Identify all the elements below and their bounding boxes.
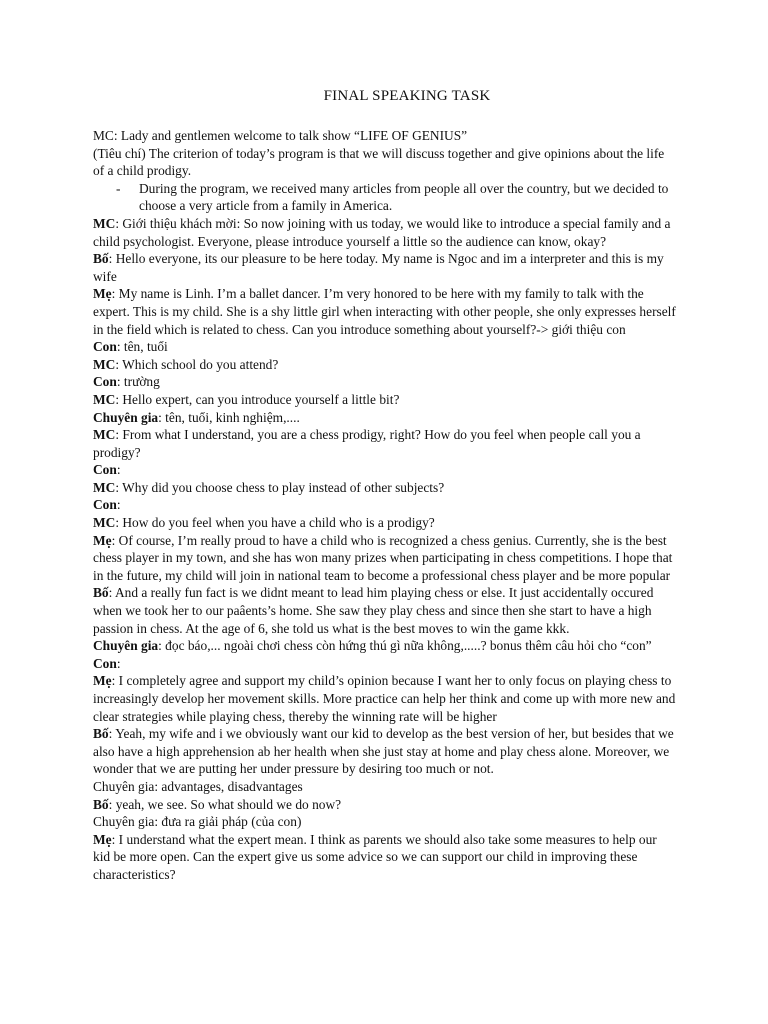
speaker-label: Mẹ xyxy=(93,673,112,689)
line-text: : And a really fun fact is we didnt meant to lead him playing chess or else. It just accidentally occured when we took her to our paâents’s home. She saw they play chess and since then she start to have a high passion in chess. At the age of 6, she told us what is the best moves to win the game kkk. xyxy=(93,585,654,636)
line-text: : Hello expert, can you introduce yourself a little bit? xyxy=(115,391,400,407)
speaker-label: Bố xyxy=(93,251,109,267)
speaker-label: Chuyên gia xyxy=(93,409,159,425)
speaker-label: Con xyxy=(93,339,117,355)
line-text: : xyxy=(116,497,121,513)
dialogue-line xyxy=(93,672,677,725)
dialogue-line xyxy=(93,426,677,461)
line-text: : Why did you choose chess to play instead of other subjects? xyxy=(115,479,445,495)
speaker-label: MC xyxy=(93,479,116,495)
speaker-label: Chuyên gia xyxy=(93,638,159,654)
speaker-label: Bố xyxy=(93,726,109,742)
dialogue-line xyxy=(93,338,677,356)
line-text: : đọc báo,... ngoài chơi chess còn hứng thú gì nữa không,.....? bonus thêm câu hỏi cho “con” xyxy=(158,638,652,654)
speaker-label: Con xyxy=(93,497,117,513)
dialogue-line xyxy=(93,215,677,250)
line-text: : My name is Linh. I’m a ballet dancer. I’m very honored to be here with my family to talk with the expert. This is my child. She is a shy little girl when interacting with other people, she only expresses herself in the field which is related to chess. Can you introduce something about yourself?-> giới thiệu con xyxy=(93,286,676,337)
document-title: FINAL SPEAKING TASK xyxy=(323,88,491,104)
line-text: : Yeah, my wife and i we obviously want our kid to develop as the best version of her, but besides that we also have a high apprehension ab her health when she just stay at home and play chess alone. Moreover, we wonder that we are putting her under pressure by desiring too much or not. xyxy=(93,726,674,777)
line-text: : Hello everyone, its our pleasure to be here today. My name is Ngoc and im a interpreter and this is my wife xyxy=(93,251,664,284)
speaker-label: Bố xyxy=(93,585,109,601)
line-text: : I completely agree and support my child’s opinion because I want her to only focus on playing chess to increasingly develop her movement skills. More practice can help her think and come up with more new and clear strategies while playing chess, thereby the winning rate will be higher xyxy=(93,673,676,724)
dialogue-line xyxy=(93,250,677,285)
speaker-label: Con xyxy=(93,462,117,478)
dialogue-line xyxy=(93,356,677,374)
dialogue-line xyxy=(93,532,677,585)
dialogue-line xyxy=(93,813,677,831)
speaker-label: Mẹ xyxy=(93,831,112,847)
line-text: : yeah, we see. So what should we do now? xyxy=(108,796,342,812)
dialogue-line xyxy=(93,461,677,479)
dialogue-line xyxy=(93,655,677,673)
line-text: Chuyên gia: đưa ra giải pháp (của con) xyxy=(93,814,302,830)
line-text: : From what I understand, you are a chess prodigy, right? How do you feel when people call you a prodigy? xyxy=(93,427,641,460)
dialogue-line xyxy=(93,373,677,391)
dialogue-line xyxy=(93,496,677,514)
line-text: MC: Lady and gentlemen welcome to talk show “LIFE OF GENIUS” xyxy=(93,128,468,143)
bullet-marker: - xyxy=(116,180,121,196)
line-text: : I understand what the expert mean. I think as parents we should also take some measures to help our kid be more open. Can the expert give us some advice so we can support our child in improving these characteristics? xyxy=(93,831,657,882)
document-body xyxy=(93,127,677,884)
speaker-label: MC xyxy=(93,515,116,531)
speaker-label: Mẹ xyxy=(93,532,112,548)
line-text: Chuyên gia: advantages, disadvantages xyxy=(93,778,303,794)
dialogue-line xyxy=(93,637,677,655)
speaker-label: Bố xyxy=(93,796,109,812)
dialogue-line xyxy=(93,409,677,427)
dialogue-line xyxy=(93,479,677,497)
dialogue-line xyxy=(93,285,677,338)
dialogue-line xyxy=(93,514,677,532)
line-text: : trường xyxy=(116,374,160,390)
line-text: (Tiêu chí) The criterion of today’s program is that we will discuss together and give opinions about the life of a child prodigy. xyxy=(93,145,665,179)
speaker-label: Con xyxy=(93,374,117,390)
dialogue-line xyxy=(93,725,677,778)
dialogue-line xyxy=(93,778,677,796)
line-text: During the program, we received many articles from people all over the country, but we decided to choose a very article from a family in America. xyxy=(139,180,669,214)
dialogue-line xyxy=(93,584,677,637)
speaker-label: MC xyxy=(93,427,116,443)
speaker-label: MC xyxy=(93,391,116,407)
line-text: : Of course, I’m really proud to have a child who is recognized a chess genius. Currently, she is the best chess player in my town, and she has won many prizes when participating in chess competitions. I hope that in the future, my child will join in national team to become a professional chess player and be more popular xyxy=(93,532,673,583)
line-text: : xyxy=(116,655,121,671)
dialogue-line xyxy=(93,145,677,180)
dialogue-line xyxy=(93,391,677,409)
dialogue-line xyxy=(93,127,677,145)
line-text: : Which school do you attend? xyxy=(115,356,279,372)
line-text: : tên, tuổi, kinh nghiệm,.... xyxy=(158,409,300,425)
line-text: : xyxy=(116,462,121,478)
speaker-label: MC xyxy=(93,356,116,372)
speaker-label: Mẹ xyxy=(93,286,112,302)
line-text: : Giới thiệu khách mời: So now joining with us today, we would like to introduce a special family and a child psychologist. Everyone, please introduce yourself a little so the audience can know, okay? xyxy=(93,215,671,249)
speaker-label: Con xyxy=(93,655,117,671)
line-text: : tên, tuổi xyxy=(116,339,168,355)
dialogue-line xyxy=(93,796,677,814)
line-text: : How do you feel when you have a child who is a prodigy? xyxy=(115,515,435,531)
dialogue-line xyxy=(93,831,677,884)
speaker-label: MC xyxy=(93,215,116,231)
dialogue-line xyxy=(93,180,677,215)
